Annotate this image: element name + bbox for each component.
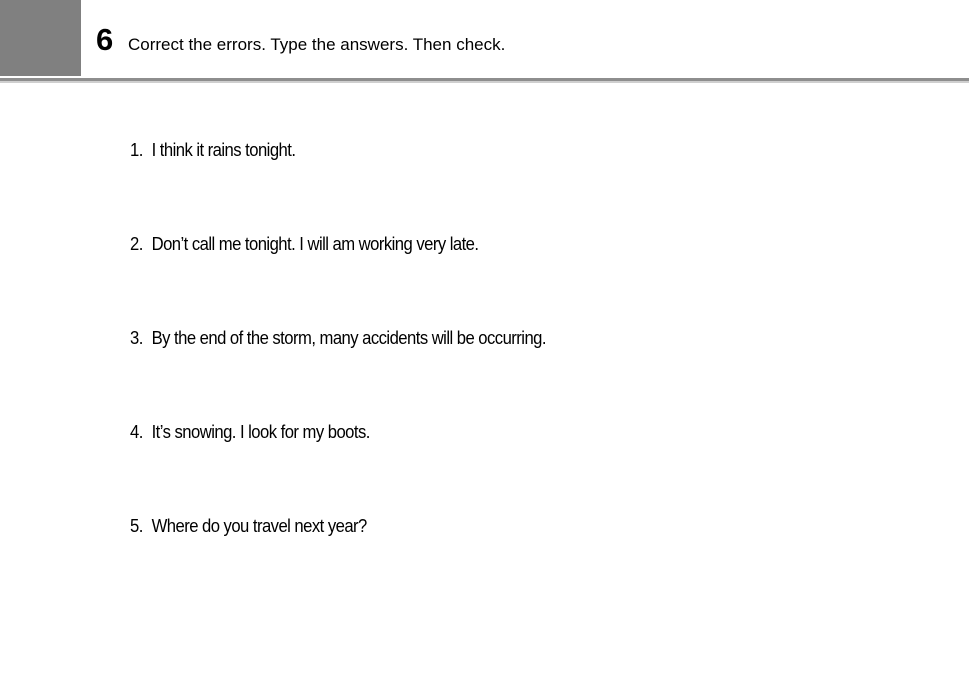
header-gray-block — [0, 0, 81, 76]
exercise-number: 6 — [96, 22, 114, 57]
item-sentence: Where do you travel next year? — [151, 515, 367, 536]
exercise-items-list — [130, 137, 592, 607]
exercise-item-3 — [130, 325, 546, 419]
item-sentence: By the end of the storm, many accidents will be occurring. — [151, 327, 546, 348]
item-sentence: It’s snowing. I look for my boots. — [151, 421, 370, 442]
exercise-item-2 — [130, 231, 546, 325]
item-number: 2. — [130, 233, 143, 254]
item-number: 4. — [130, 421, 143, 442]
header-divider — [0, 78, 969, 83]
item-number: 1. — [130, 139, 143, 160]
exercise-instruction: Correct the errors. Type the answers. Then check. — [128, 35, 506, 54]
item-sentence: Don’t call me tonight. I will am working very late. — [151, 233, 479, 254]
item-number: 3. — [130, 327, 143, 348]
exercise-header — [0, 0, 969, 78]
exercise-item-4 — [130, 419, 546, 513]
exercise-item-5 — [130, 513, 546, 607]
item-number: 5. — [130, 515, 143, 536]
exercise-item-1 — [130, 137, 546, 231]
item-sentence: I think it rains tonight. — [151, 139, 296, 160]
